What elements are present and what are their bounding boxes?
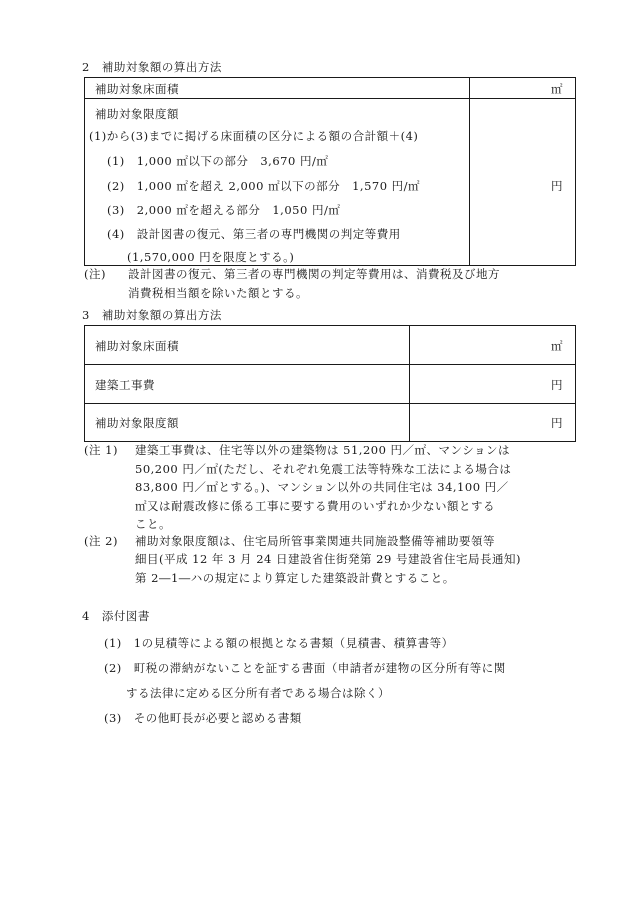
floor-area-label: 補助対象床面積 (95, 339, 179, 353)
section2-note-line1: 設計図書の復元、第三者の専門機関の判定等費用は、消費税及び地方 (128, 267, 500, 281)
section2-table (84, 77, 576, 266)
note1-line: 建築工事費は、住宅等以外の建築物は 51,200 円／㎡、マンションは (135, 443, 511, 457)
note1-line: こと。 (135, 517, 171, 531)
construction-cost-label: 建築工事費 (95, 378, 155, 392)
note2-line: 第 2―1―ハの規定により算定した建築設計費とすること。 (135, 571, 455, 585)
note1-label: (注 1) (84, 443, 118, 457)
limit-amount-label: 補助対象限度額 (95, 416, 179, 430)
floor-area-unit: ㎡ (551, 82, 563, 96)
note2-line: 補助対象限度額は、住宅局所管事業関連共同施設整備等補助要領等 (135, 534, 495, 548)
item-2: (2) 1,000 ㎡を超え 2,000 ㎡以下の部分 1,570 円/㎡ (107, 179, 421, 193)
note1-line: 83,800 円／㎡とする。)、マンション以外の共同住宅は 34,100 円／ (135, 480, 509, 494)
note2-label: (注 2) (84, 534, 118, 548)
attachment-item-2-cont: する法律に定める区分所有者である場合は除く） (126, 686, 390, 700)
column-divider (409, 326, 410, 441)
item-1: (1) 1,000 ㎡以下の部分 3,670 円/㎡ (107, 154, 329, 168)
row-divider (85, 403, 575, 404)
construction-cost-unit: 円 (551, 378, 563, 392)
row-divider (85, 98, 575, 99)
note1-line: 50,200 円／㎡(ただし、それぞれ免震工法等特殊な工法による場合は (135, 462, 512, 476)
formula-text: (1)から(3)までに掲げる床面積の区分による額の合計額＋(4) (89, 129, 419, 143)
item-4-limit: (1,570,000 円を限度とする。) (127, 250, 295, 264)
item-3: (3) 2,000 ㎡を超える部分 1,050 円/㎡ (107, 203, 341, 217)
floor-area-label: 補助対象床面積 (95, 82, 179, 96)
note1-line: ㎡又は耐震改修に係る工事に要する費用のいずれか少ない額とする (135, 499, 495, 513)
section2-note-label: (注) (84, 267, 106, 281)
limit-amount-unit: 円 (551, 179, 563, 193)
limit-amount-label: 補助対象限度額 (95, 107, 179, 121)
note2-line: 細目(平成 12 年 3 月 24 日建設省住街発第 29 号建設省住宅局長通知) (135, 552, 521, 566)
item-4: (4) 設計図書の復元、第三者の専門機関の判定等費用 (107, 227, 401, 241)
section4-heading: 4 添付図書 (82, 609, 150, 623)
section2-note-line2: 消費税相当額を除いた額とする。 (128, 286, 308, 300)
section2-heading: 2 補助対象額の算出方法 (82, 60, 222, 74)
limit-amount-unit: 円 (551, 416, 563, 430)
row-divider (85, 364, 575, 365)
attachment-item-1: (1) 1の見積等による額の根拠となる書類（見積書、積算書等） (104, 636, 454, 650)
section3-heading: 3 補助対象額の算出方法 (82, 308, 222, 322)
attachment-item-3: (3) その他町長が必要と認める書類 (104, 711, 302, 725)
floor-area-unit: ㎡ (551, 339, 563, 353)
section3-table (84, 325, 576, 442)
attachment-item-2: (2) 町税の滞納がないことを証する書面（申請者が建物の区分所有等に関 (104, 661, 506, 675)
column-divider (469, 78, 470, 265)
